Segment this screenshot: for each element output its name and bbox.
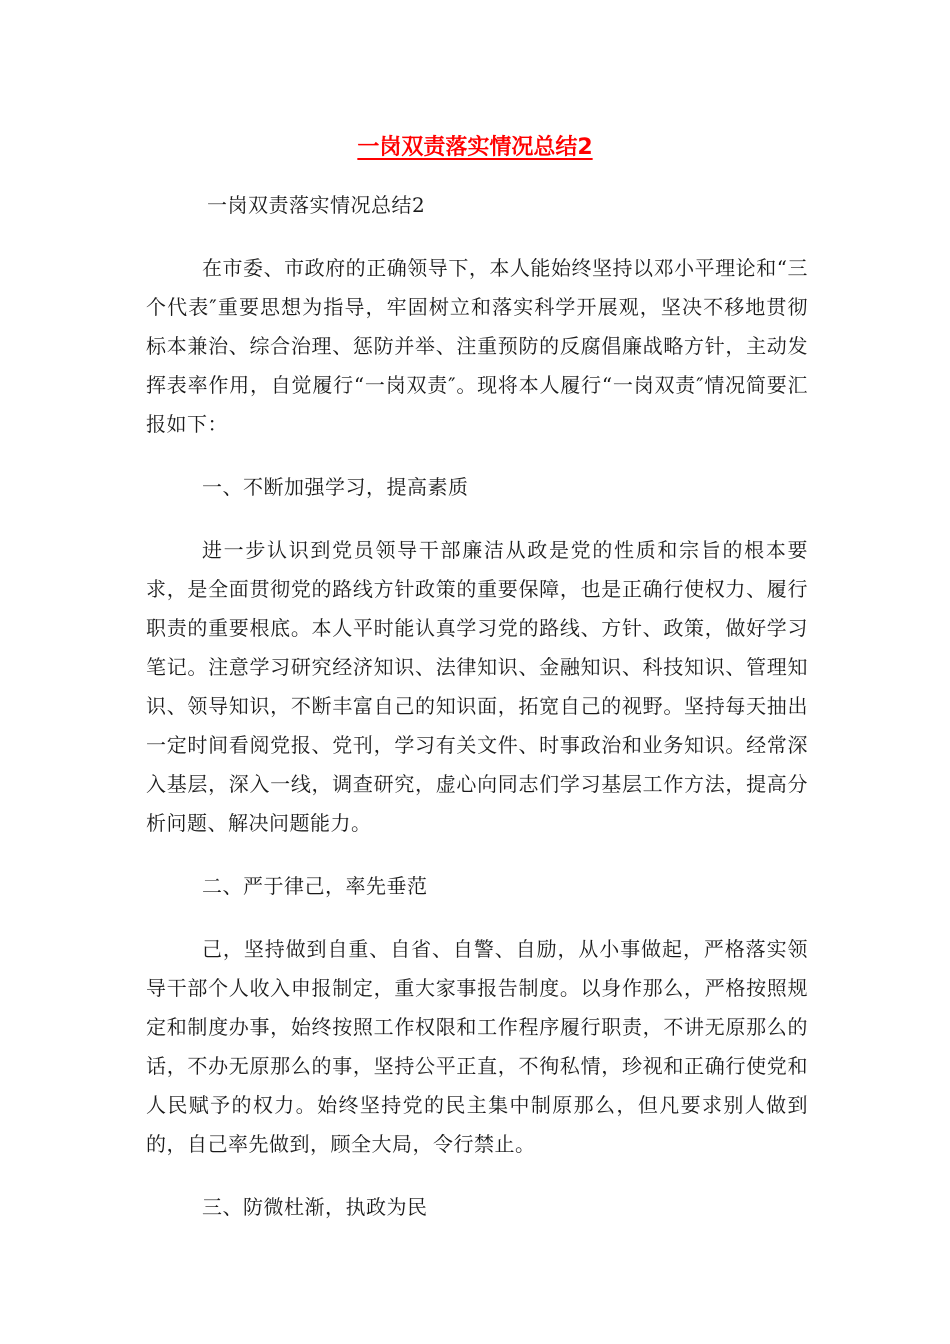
document-title: 一岗双责落实情况总结2 bbox=[357, 135, 593, 160]
document-subtitle: 一岗双责落实情况总结2 bbox=[207, 193, 426, 217]
document-body bbox=[146, 186, 808, 1251]
section-body-1: 进一步认识到党员领导干部廉洁从政是党的性质和宗旨的根本要求，是全面贯彻党的路线方针政策的重要保障，也是正确行使权力、履行职责的重要根底。本人平时能认真学习党的路线、方针、政策，做好学习笔记。注意学习研究经济知识、法律知识、金融知识、科技知识、管理知识、领导知识，不断丰富自己的知识面，拓宽自己的视野。坚持每天抽出一定时间看阅党报、党刊，学习有关文件、时事政治和业务知识。经常深入基层，深入一线，调查研究，虚心向同志们学习基层工作方法，提高分析问题、解决问题能力。 bbox=[146, 538, 808, 835]
section-heading-1: 一、不断加强学习，提高素质 bbox=[202, 475, 469, 499]
intro-paragraph: 在市委、市政府的正确领导下，本人能始终坚持以邓小平理论和“三个代表″重要思想为指导，牢固树立和落实科学开展观，坚决不移地贯彻标本兼治、综合治理、惩防并举、注重预防的反腐倡廉战略方针，主动发挥表率作用，自觉履行“一岗双责″。现将本人履行“一岗双责″情况简要汇报如下： bbox=[146, 256, 808, 436]
section-body-2: 己，坚持做到自重、自省、自警、自励，从小事做起，严格落实领导干部个人收入申报制定，重大家事报告制度。以身作那么，严格按照规定和制度办事，始终按照工作权限和工作程序履行职责，不讲无原那么的话，不办无原那么的事，坚持公平正直，不徇私情，珍视和正确行使党和人民赋予的权力。始终坚持党的民主集中制原那么，但凡要求别人做到的，自己率先做到，顾全大局，令行禁止。 bbox=[146, 937, 808, 1156]
section-heading-3: 三、防微杜渐，执政为民 bbox=[202, 1195, 428, 1219]
section-heading-2: 二、严于律己，率先垂范 bbox=[202, 874, 428, 898]
